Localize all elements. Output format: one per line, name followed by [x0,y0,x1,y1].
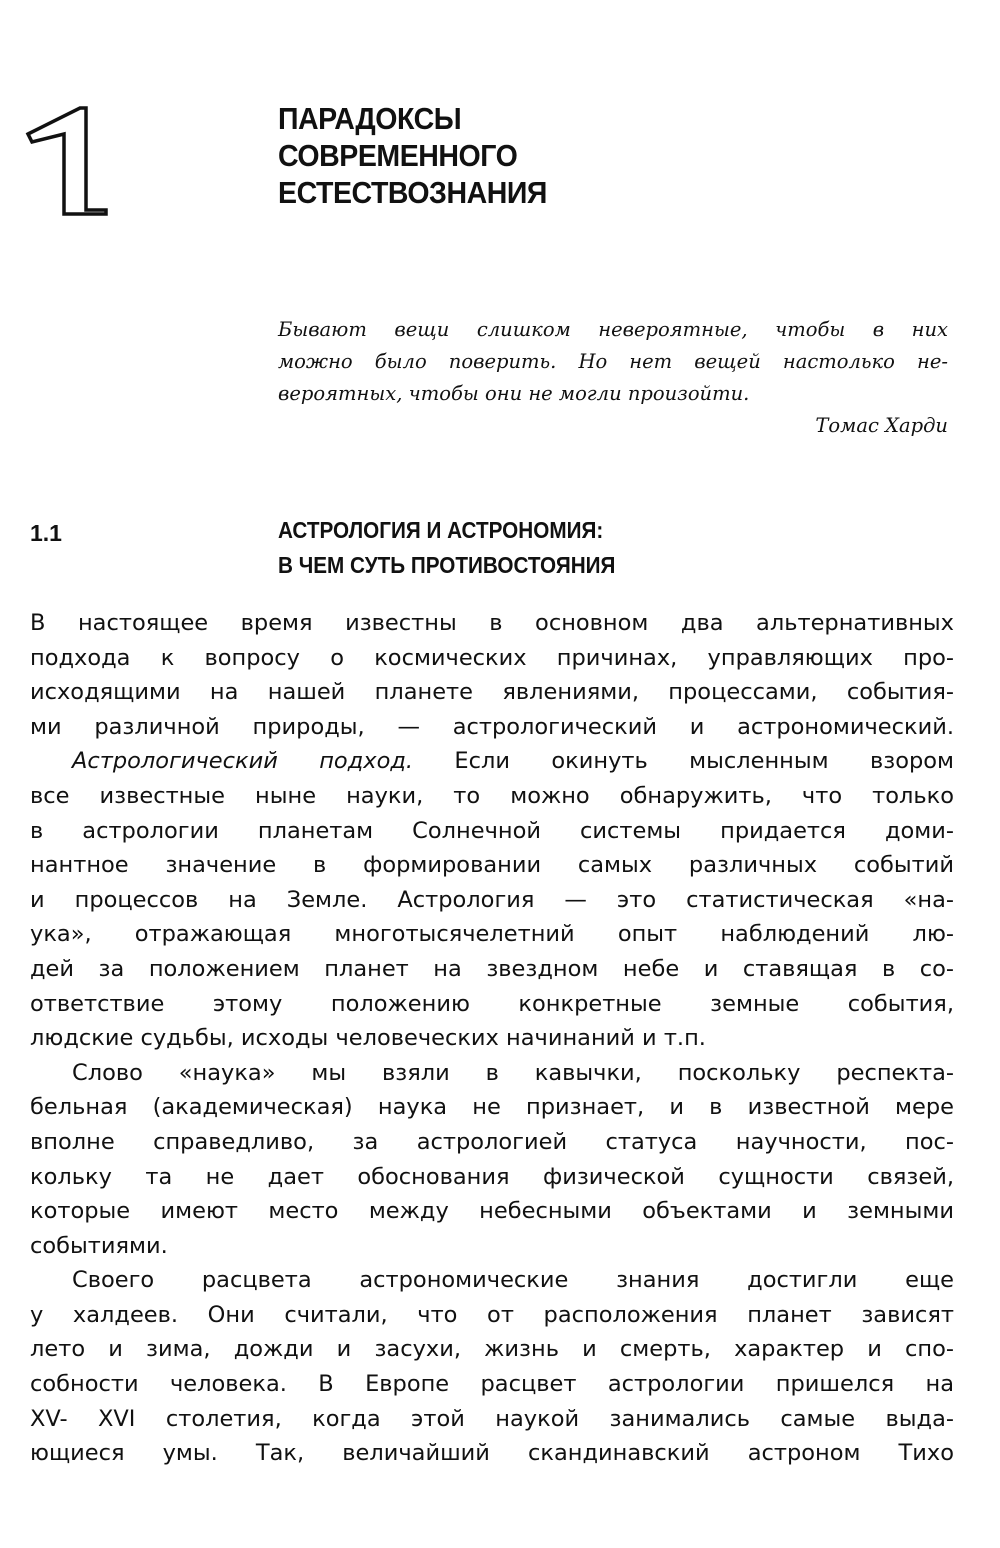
text-line [30,744,954,779]
text-line: собности человека. В Европе расцвет астрологии пришелся на [30,1371,954,1398]
section-title-line: В ЧЕМ СУТЬ ПРОТИВОСТОЯНИЯ [278,552,616,578]
text-run: Если окинуть мысленным взором [413,748,954,775]
body-text [30,606,954,1471]
text-line: Слово «наука» мы взяли в кавычки, поскольку респекта- [72,1059,954,1086]
text-line: XV- XVI столетия, когда этой наукой занимались самые выда- [30,1405,954,1432]
text-line: кольку та не дает обоснования физической сущности связей, [30,1163,954,1190]
text-line: ука», отражающая многотысячелетний опыт наблюдений лю- [30,921,954,948]
chapter-title-line: СОВРЕМЕННОГО [278,138,518,173]
text-line: которые имеют место между небесными объектами и земными [30,1198,954,1225]
text-line: ющиеся умы. Так, величайший скандинавский астроном Тихо [30,1440,954,1467]
run-in-heading: Астрологический подход. [72,748,414,775]
text-line: бельная (академическая) наука не признает, и в известной мере [30,1094,954,1121]
text-line: нантное значение в формировании самых различных событий [30,852,954,879]
text-line: людские судьбы, исходы человеческих начинаний и т.п. [30,1025,706,1052]
epigraph-author: Томас Харди [815,414,948,437]
chapter-number-graphic [24,104,110,216]
text-line: лето и зима, дожди и засухи, жизнь и смерть, характер и спо- [30,1336,954,1363]
text-line: Своего расцвета астрономические знания достигли еще [72,1267,954,1294]
chapter-title [278,100,547,211]
text-line: исходящими на нашей планете явлениями, процессами, события- [30,679,954,706]
epigraph-line: Бывают вещи слишком невероятные, чтобы в них [278,318,948,341]
text-line: ответствие этому положению конкретные земные события, [30,990,954,1017]
text-line: вполне справедливо, за астрологией статуса научности, пос- [30,1128,954,1155]
text-line: в астрологии планетам Солнечной системы придается доми- [30,817,954,844]
epigraph-line: вероятных, чтобы они не могли произойти. [278,382,750,405]
text-line: ми различной природы, — астрологический и астрономический. [30,713,954,740]
chapter-title-line: ПАРАДОКСЫ [278,101,462,136]
chapter-title-line: ЕСТЕСТВОЗНАНИЯ [278,175,547,210]
epigraph-line: можно было поверить. Но нет вещей настолько не- [278,350,948,373]
text-line: В настоящее время известны в основном два альтернативных [30,610,954,636]
section-title-line: АСТРОЛОГИЯ И АСТРОНОМИЯ: [278,517,604,543]
epigraph [278,314,948,442]
text-line: подхода к вопросу о космических причинах, управляющих про- [30,644,954,671]
text-line: и процессов на Земле. Астрология — это статистическая «на- [30,886,954,913]
text-line: все известные ныне науки, то можно обнаружить, что только [30,782,954,809]
text-line: событиями. [30,1232,168,1259]
section-number: 1.1 [30,520,62,546]
text-line: дей за положением планет на звездном небе и ставящая в со- [30,955,954,982]
section-title [278,513,615,583]
text-line: у халдеев. Они считали, что от расположения планет зависят [30,1301,954,1328]
